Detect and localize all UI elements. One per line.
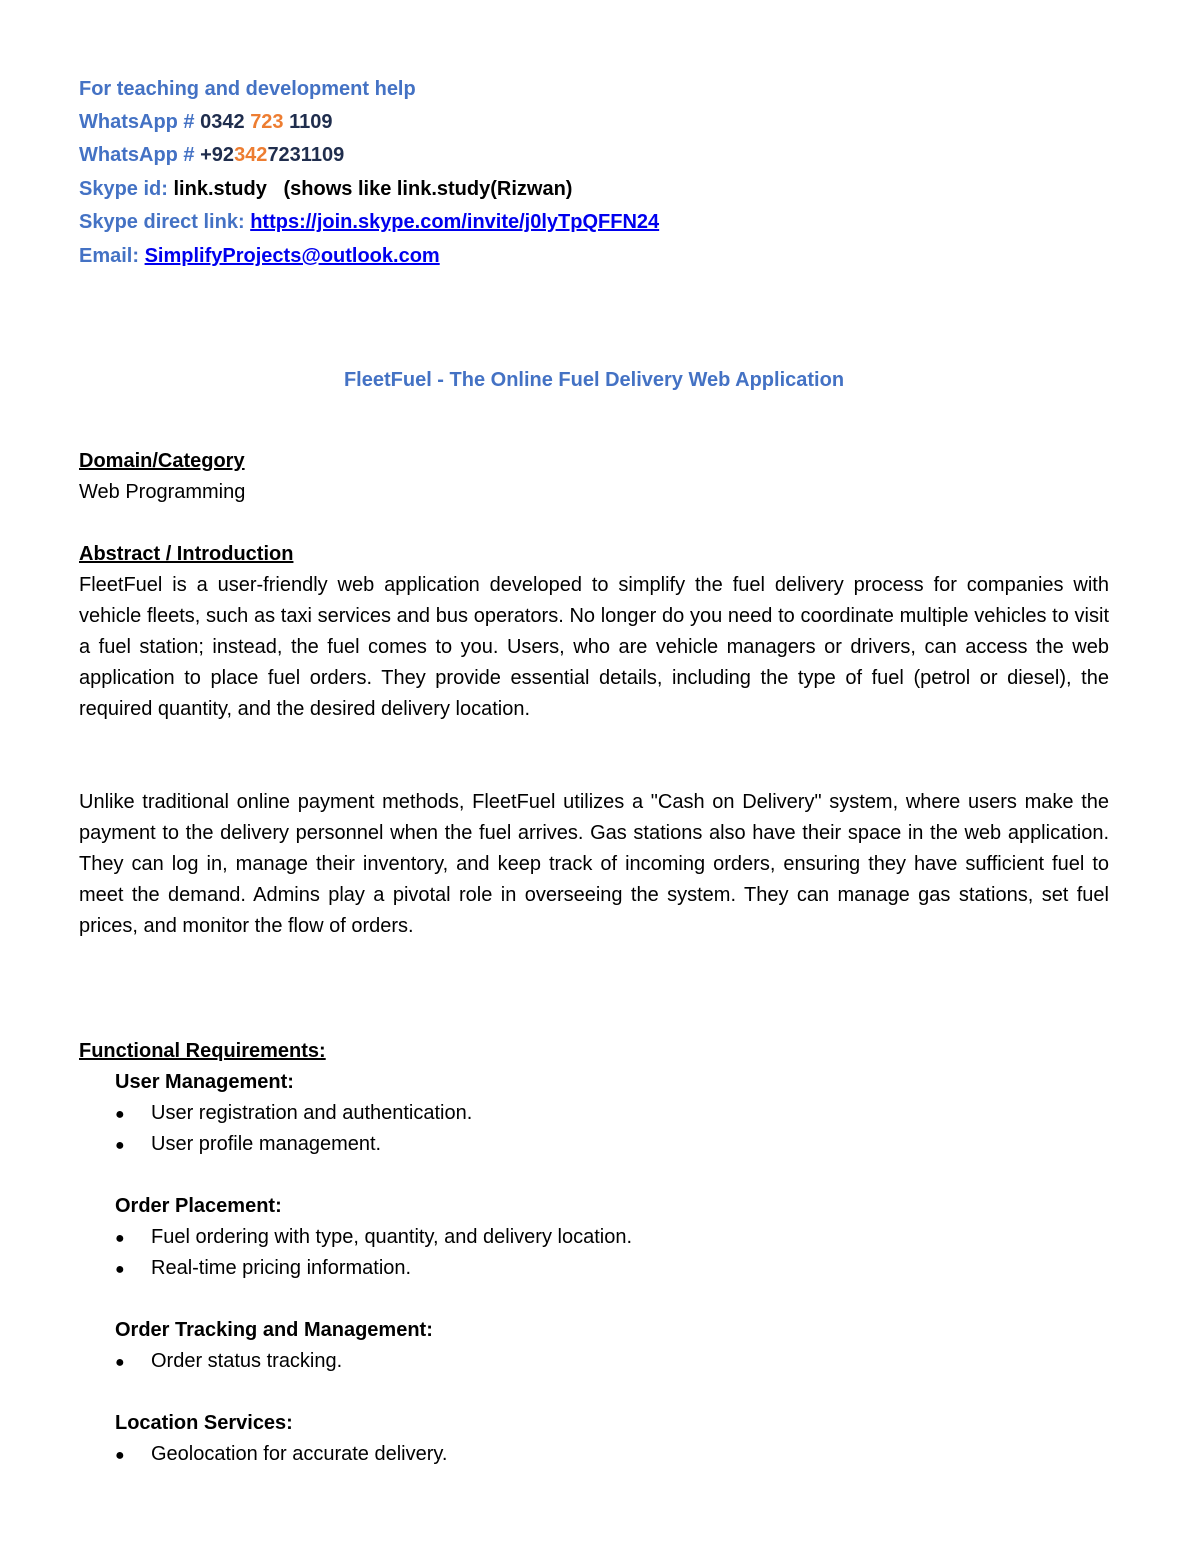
bullet-icon: ● <box>115 1261 125 1278</box>
whatsapp-number-part: 723 <box>250 111 284 133</box>
list-item <box>115 1253 411 1285</box>
section-heading: Order Placement: <box>115 1195 282 1217</box>
whatsapp-line-1 <box>79 107 333 138</box>
skype-label: Skype id: <box>79 178 168 200</box>
list-item-text: Order status tracking. <box>151 1350 343 1372</box>
skype-link-line <box>79 207 659 238</box>
email-label: Email: <box>79 245 140 267</box>
whatsapp-number-part: 342 <box>234 144 268 166</box>
contact-intro: For teaching and development help <box>79 78 416 100</box>
domain-value: Web Programming <box>79 481 246 503</box>
whatsapp-label: WhatsApp # <box>79 144 195 166</box>
skype-id-value: link.study (shows like link.study(Rizwan) <box>173 178 573 200</box>
document-title: FleetFuel - The Online Fuel Delivery Web Application <box>343 369 845 391</box>
email-link[interactable]: SimplifyProjects@outlook.com <box>144 245 440 267</box>
whatsapp-number-part: 1109 <box>289 111 333 133</box>
bullet-icon: ● <box>115 1354 125 1371</box>
abstract-paragraph-1: FleetFuel is a user-friendly web application developed to simplify the fuel delivery process for companies with vehicle fleets, such as taxi services and bus operators. No longer do you need to coordinate multiple vehicles to visit a fuel station; instead, the fuel comes to you. Users, who are vehicle managers or drivers, can access the web application to place fuel orders. They provide essential details, including the type of fuel (petrol or diesel), the required quantity, and the desired delivery location. <box>79 574 1109 720</box>
bullet-icon: ● <box>115 1230 125 1247</box>
whatsapp-label: WhatsApp # <box>79 111 195 133</box>
section-heading: Order Tracking and Management: <box>115 1319 433 1341</box>
whatsapp-line-2 <box>79 140 344 171</box>
list-item <box>115 1346 342 1378</box>
skype-link-label: Skype direct link: <box>79 211 245 233</box>
list-item-text: User registration and authentication. <box>151 1102 473 1124</box>
list-item <box>115 1439 447 1471</box>
functional-requirements-heading: Functional Requirements: <box>79 1040 326 1062</box>
list-item <box>115 1098 472 1130</box>
whatsapp-number-part: 7231109 <box>267 144 345 166</box>
email-line <box>79 241 440 272</box>
list-item-text: User profile management. <box>151 1133 382 1155</box>
list-item-text: Real-time pricing information. <box>151 1257 412 1279</box>
whatsapp-number-part: +92 <box>200 144 235 166</box>
bullet-icon: ● <box>115 1137 125 1154</box>
abstract-paragraph-2: Unlike traditional online payment methods, FleetFuel utilizes a "Cash on Delivery" system, where users make the payment to the delivery personnel when the fuel arrives. Gas stations also have their space in the web application. They can log in, manage their inventory, and keep track of incoming orders, ensuring they have sufficient fuel to meet the demand. Admins play a pivotal role in overseeing the system. They can manage gas stations, set fuel prices, and monitor the flow of orders. <box>79 791 1109 937</box>
bullet-icon: ● <box>115 1447 125 1464</box>
domain-heading: Domain/Category <box>79 450 245 472</box>
list-item <box>115 1129 381 1161</box>
list-item-text: Geolocation for accurate delivery. <box>151 1443 448 1465</box>
section-heading: Location Services: <box>115 1412 293 1434</box>
skype-invite-link[interactable]: https://join.skype.com/invite/j0lyTpQFFN24 <box>250 211 660 233</box>
bullet-icon: ● <box>115 1106 125 1123</box>
whatsapp-number-part: 0342 <box>200 111 245 133</box>
section-heading: User Management: <box>115 1071 294 1093</box>
abstract-heading: Abstract / Introduction <box>79 543 294 565</box>
skype-id-line <box>79 174 572 205</box>
list-item <box>115 1222 632 1254</box>
list-item-text: Fuel ordering with type, quantity, and delivery location. <box>151 1226 633 1248</box>
